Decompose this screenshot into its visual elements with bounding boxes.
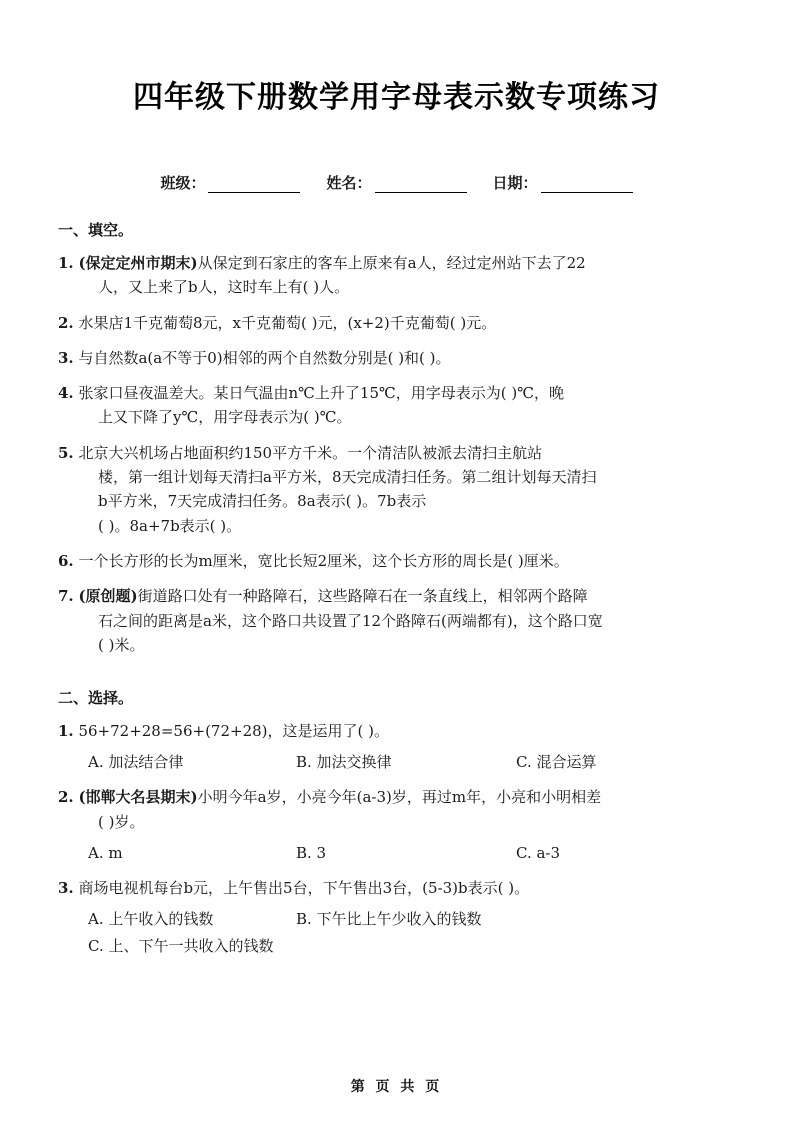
option-a[interactable]: A. m (88, 844, 123, 863)
question-text-line: ( )岁。 (98, 812, 145, 831)
question-text-line: 楼，第一组计划每天清扫a平方米，8天完成清扫任务。第二组计划每天清扫 (98, 468, 597, 487)
question-text-line: 一个长方形的长为m厘米，宽比长短2厘米，这个长方形的周长是( )厘米。 (78, 551, 569, 570)
class-blank[interactable] (208, 178, 300, 193)
question-2-1 (58, 719, 735, 743)
section-2-heading: 二、选择。 (58, 689, 134, 708)
question-2-3-options (58, 906, 735, 959)
date-field (493, 172, 633, 193)
page-title: 四年级下册数学用字母表示数专项练习 (133, 80, 660, 115)
question-text-line: 人，又上来了b人，这时车上有( )人。 (98, 278, 350, 297)
question-number: 3. (58, 348, 74, 367)
question-text-line: 上又下降了y℃，用字母表示为( )℃。 (98, 408, 352, 427)
question-1-5 (58, 441, 735, 538)
question-1-6 (58, 549, 735, 573)
section-1-heading: 一、填空。 (58, 221, 134, 239)
question-text-line: 56+72+28=56+(72+28)，这是运用了( )。 (78, 722, 389, 741)
question-text-line: 与自然数a(a不等于0)相邻的两个自然数分别是( )和( )。 (78, 348, 451, 367)
question-2-2-options (58, 841, 735, 865)
question-text-line: ( )米。 (98, 635, 145, 654)
question-1-2 (58, 311, 735, 335)
option-b[interactable]: B. 下午比上午少收入的钱数 (296, 910, 482, 929)
question-text-line: 街道路口处有一种路障石，这些路障石在一条直线上，相邻两个路障 (137, 587, 588, 606)
name-label: 姓名： (326, 174, 372, 192)
question-number: 1. (58, 722, 74, 741)
question-2-1-options (58, 750, 735, 774)
options-row-2 (88, 933, 735, 959)
question-text-line: 石之间的距离是a米，这个路口共设置了12个路障石(两端都有)，这个路口宽 (98, 611, 603, 630)
question-text-line: b平方米，7天完成清扫任务。8a表示( )。7b表示 (98, 492, 427, 511)
question-number: 1. (58, 254, 74, 272)
question-2-2 (58, 785, 735, 834)
date-label: 日期： (492, 174, 538, 192)
question-tag: (保定定州市期末) (78, 254, 198, 272)
question-1-7 (58, 584, 735, 657)
option-c[interactable]: C. 上、下午一共收入的钱数 (88, 936, 274, 955)
question-number: 2. (58, 313, 74, 332)
question-text-line: 商场电视机每台b元，上午售出5台，下午售出3台，(5-3)b表示( )。 (78, 879, 530, 898)
question-text-line: ( )。8a+7b表示( )。 (98, 516, 242, 535)
question-1-4 (58, 381, 735, 430)
class-label: 班级： (160, 174, 206, 192)
question-text-line: 从保定到石家庄的客车上原来有a人，经过定州站下去了22 (197, 254, 586, 272)
question-1-3 (58, 346, 735, 370)
name-field (326, 172, 466, 193)
option-b[interactable]: B. 3 (296, 844, 327, 863)
question-number: 5. (58, 443, 74, 462)
option-c[interactable]: C. 混合运算 (516, 753, 597, 772)
question-number: 4. (58, 384, 74, 403)
student-info-row (58, 172, 735, 193)
options-row-1 (88, 906, 735, 932)
question-tag: (原创题) (78, 587, 138, 606)
question-number: 3. (58, 879, 74, 898)
question-text-line: 张家口昼夜温差大。某日气温由n℃上升了15℃，用字母表示为( )℃，晚 (78, 384, 565, 403)
page-footer: 第 页 共 页 (350, 1079, 443, 1095)
option-a[interactable]: A. 加法结合律 (88, 753, 184, 772)
question-1-1 (58, 251, 735, 300)
name-blank[interactable] (375, 178, 467, 193)
question-2-3 (58, 876, 735, 900)
question-text-line: 小明今年a岁，小亮今年(a-3)岁，再过m年，小亮和小明相差 (197, 788, 602, 807)
option-b[interactable]: B. 加法交换律 (296, 753, 392, 772)
date-blank[interactable] (541, 178, 633, 193)
option-a[interactable]: A. 上午收入的钱数 (88, 910, 214, 929)
option-c[interactable]: C. a-3 (516, 844, 561, 863)
question-text-line: 北京大兴机场占地面积约150平方千米。一个清洁队被派去清扫主航站 (78, 443, 543, 462)
question-number: 6. (58, 551, 74, 570)
class-field (160, 172, 300, 193)
question-number: 7. (58, 587, 74, 606)
question-tag: (邯郸大名县期末) (78, 788, 198, 807)
question-number: 2. (58, 788, 74, 807)
question-text-line: 水果店1千克葡萄8元，x千克葡萄( )元，(x+2)千克葡萄( )元。 (78, 313, 497, 332)
